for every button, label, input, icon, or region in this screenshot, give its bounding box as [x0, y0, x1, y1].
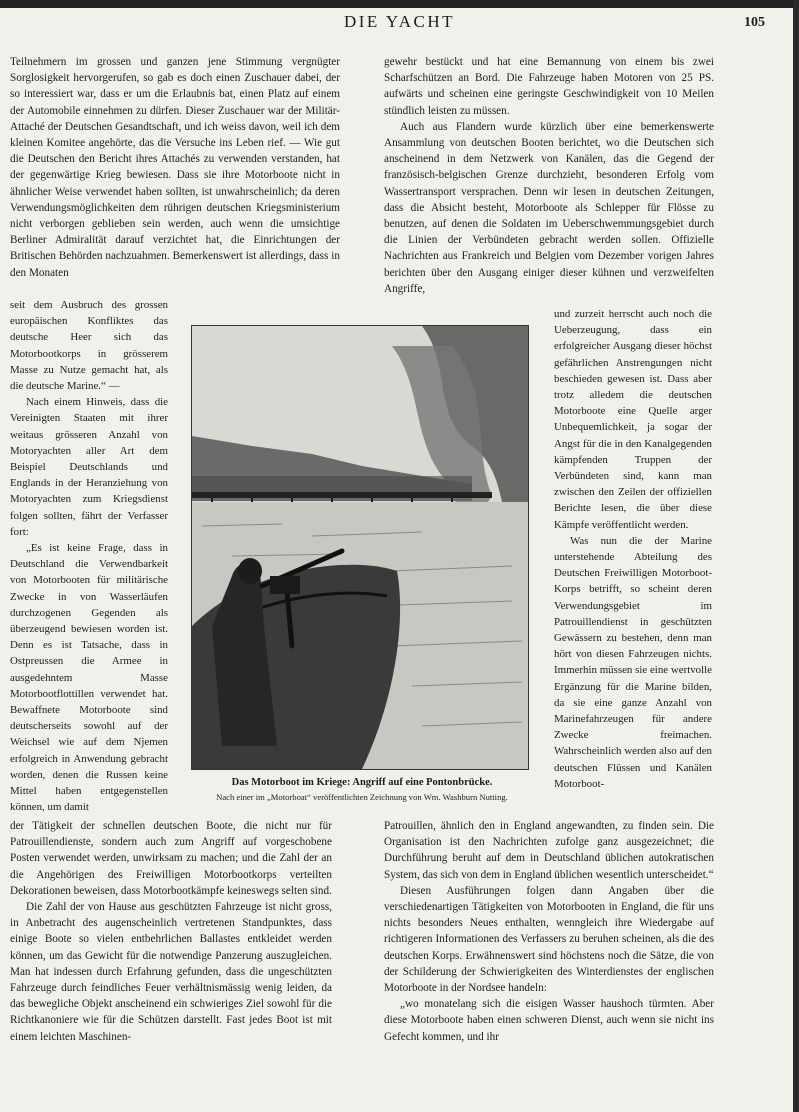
left-column-narrow [10, 297, 168, 816]
scan-top-edge [0, 0, 799, 8]
gun-housing [270, 576, 300, 594]
figure-credit: Nach einer im „Motorboat“ veröffentlichten Zeichnung von Wm. Washburn Nutting. [216, 792, 508, 802]
paragraph: Nach einem Hinweis, dass die Vereinigten Staaten mit ihrer weitaus grösseren Anzahl von Motoryachten aller Art dem Beispiel Deutschlands und Englands in der Heranziehung von Motoryachten zum Kriegsdienst folgen sollten, fährt der Verfasser fort: [10, 396, 168, 538]
figure-caption: Das Motorboot im Kriege: Angriff auf eine Pontonbrücke. [231, 777, 493, 788]
figure-caption-block [172, 776, 552, 803]
illustration-drawing [192, 326, 528, 769]
right-column-narrow [554, 306, 712, 792]
scan-right-edge [793, 0, 799, 1112]
right-column-bottom [384, 818, 714, 1045]
page-number: 105 [744, 15, 765, 30]
paragraph: Auch aus Flandern wurde kürzlich über eine bemerkenswerte Ansammlung von deutschen Booten berichtet, wo die Deutschen sich anscheinend in dem Netzwerk von Kanälen, das die Gegend der französisch-belgischen Grenze durchzieht, besonderen Erfolg vom Wassertransport versprachen. Denn wir lesen in deutschen Zeitungen, dass die Absicht besteht, Motorboote als Schlepper für Flösse zu benutzen, auf denen die Soldaten im Ueberschwemmungsgebiet durch die Linien der Verbündeten gebracht werden sollen. Offizielle Nachrichten aus Frankreich und Belgien vom Dezember vorigen Jahres berichten über den Ausgang einiger dieser kühnen und verzweifelten Angriffe, [384, 120, 714, 295]
paragraph: Patrouillen, ähnlich den in England angewandten, zu finden sein. Die Organisation ist den Nachrichten zufolge ganz ausgezeichnet; die Durchführung beruht auf dem in Deutschland üblichen autokratischen System, das sich von dem in England üblichen wesentlich unterscheidet.“ [384, 820, 714, 881]
paragraph: gewehr bestückt und hat eine Bemannung von einem bis zwei Scharfschützen an Bord. Die Fahrzeuge haben Motoren von 25 PS. aufwärts und scheinen eine geringste Geschwindigkeit von 10 Meilen stündlich leisten zu müssen. [384, 56, 714, 117]
paragraph: Die Zahl der von Hause aus geschützten Fahrzeuge ist nicht gross, in Anbetracht des augenscheinlich vertretenen Standpunktes, dass einige Boote so vielen entbehrlichen Ballastes entkleidet werden können, um das Gewicht für die notwendige Panzerung auszugleichen. Man hat indessen durch Erfahrung gefunden, dass die ungeschützten Fahrzeuge durch feindliches Feuer verhältnismässig wenig leiden, da das bewegliche Objekt anscheinend ein schwieriges Ziel sowohl für die Richtkanoniere wie für die Schützen darstellt. Fast jedes Boot ist mit einem leichten Maschinen- [10, 901, 332, 1043]
paragraph: seit dem Ausbruch des grossen europäischen Konfliktes das deutsche Heer sich das Motorbootkorps in grösserem Masse zu Nutze gemacht hat, als die deutsche Marine.“ — [10, 299, 168, 393]
left-column-top [10, 54, 340, 281]
paragraph: „wo monatelang sich die eisigen Wasser haushoch türmten. Aber diese Motorboote haben einen schweren Dienst, auch wenn sie nicht ins Gefecht kommen, und ihr [384, 998, 714, 1043]
right-column-top [384, 54, 714, 297]
illustration [191, 325, 529, 770]
paragraph: der Tätigkeit der schnellen deutschen Boote, die nicht nur für Patrouillendienste, sondern auch zum Angriff auf vorgeschobene Posten verwendet werden, unwirksam zu machen; und die Zahl der an die Angehörigen des Freiwilligen Motorbootkorps verteilten Dekorationen beweisen, dass Motorbootkämpfe keineswegs selten sind. [10, 820, 332, 897]
running-title: DIE YACHT [343, 12, 456, 31]
paragraph: Diesen Ausführungen folgen dann Angaben über die verschiedenartigen Tätigkeiten von Motorbooten in England, die für uns nichts besonders Neues enthalten, wenngleich ihre Wiedergabe auf richtigeren Informationen des Verfassers zu beruhen scheinen, als die des deutschen Korps. Erwähnenswert sind höchstens noch die Sätze, die von der Schilderung der Schwierigkeiten des Winterdienstes der englischen Motorboote in der Nordsee handeln: [384, 884, 714, 995]
paragraph: Teilnehmern im grossen und ganzen jene Stimmung vergnügter Sorglosigkeit hervorgerufen, so gab es doch einen Zuschauer dabei, der so interessiert war, dass er um die Erlaubnis bat, einen Platz auf einem der Automobile einnehmen zu dürfen. Dieser Zuschauer war der Militär-Attaché der Deutschen Gesandtschaft, und ich weiss davon, weil ich dem kleinen Komitee angehörte, das die Versuche ins Leben rief. — Wie gut die Deutschen den Bericht ihres Attachés zu verwenden verstanden, hat der gegenwärtige Krieg bewiesen. Dass sie ihre Motorboote nicht in ähnlicher Weise verwendet haben sollten, ist unwahrscheinlich; da deren Verwendungsmöglichkeiten dem rührigen deutschen Kriegsministerium nicht verborgen geblieben sein werden, auch wenn die umsichtige Berliner Admiralität darauf verzichtet hat, die Einrichtungen der Britischen Behörden nachzuahmen. Bemerkenswert ist allerdings, dass in den Monaten [10, 56, 340, 279]
gunner-head [238, 558, 262, 584]
pontoon-bridge [192, 492, 492, 498]
paragraph: und zurzeit herrscht auch noch die Ueberzeugung, dass ein erfolgreicher Ausgang dieser höchst gefährlichen Anstrengungen nicht beschieden gewesen ist. Dass aber trotz alledem die deutschen Motorboote eine Quelle arger Unbequemlichkeit, ja sogar der Angst für die in den Kanalgegenden kämpfenden Truppen der Verbündeten sind, kann man zwischen den Zeilen der offiziellen Berichte lesen, die über diese Kämpfe veröffentlicht werden. [554, 308, 712, 531]
paragraph: Was nun die der Marine unterstehende Abteilung des Deutschen Freiwilligen Motorboot-Korps betrifft, so scheint deren Verwendungsgebiet im Patrouillendienst in geschützten Gewässern zu bestehen, denn man hört von diesen Fahrzeugen nichts. Immerhin müssen sie eine wertvolle Ergänzung für die Marine bilden, da sie eine ganze Anzahl von Marinefahrzeugen für andere Zwecke freimachen. Wahrscheinlich werden also auf den deutschen Flüssen und Kanälen Motorboot- [554, 534, 712, 790]
left-column-bottom [10, 818, 332, 1045]
paragraph: „Es ist keine Frage, dass in Deutschland die Verwendbarkeit von Motorbooten für militärische Zwecke in von Wasserläufen durchzogenen Gegenden als überzeugend bewiesen worden ist. Denn es ist Tatsache, dass in Ostpreussen die Armee in ausgedehntem Masse Motorbootflottillen verwendet hat. Bewaffnete Motorboote sind deutscherseits sowohl auf der Weichsel wie auf dem Njemen erfolgreich in Anwendung gebracht worden, denen die Russen keine Mittel haben entgegenstellen können, um damit [10, 542, 168, 814]
